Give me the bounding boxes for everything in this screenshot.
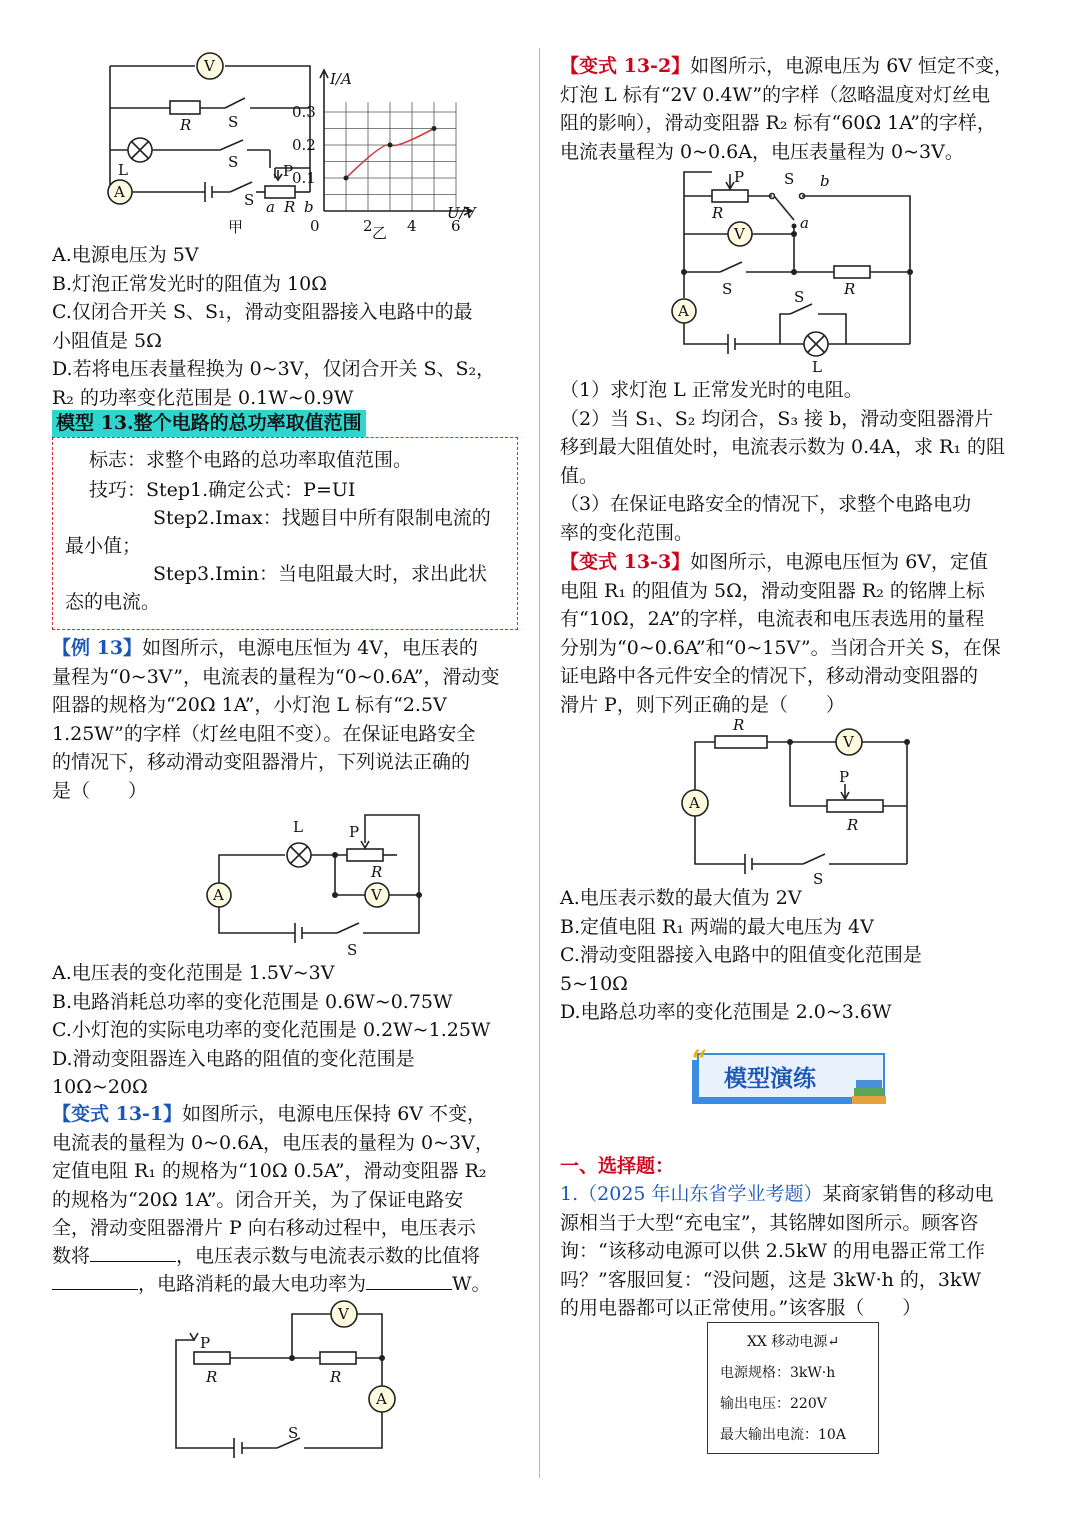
question-line: 值。	[560, 464, 599, 487]
y-tick-label: 0.3	[292, 103, 316, 121]
svg-text:V: V	[338, 1305, 349, 1323]
svg-text:P: P	[839, 768, 850, 786]
svg-text:S: S	[347, 941, 358, 959]
variant-13-2-line: 灯泡 L 标有“2V 0.4W”的字样（忽略温度对灯丝电	[560, 83, 991, 106]
tips-skill: 技巧：Step1.确定公式：P=UI	[89, 479, 356, 501]
svg-text:L: L	[118, 161, 128, 179]
tips-step3-cont: 态的电流。	[65, 591, 161, 613]
model-practice-banner	[684, 1043, 894, 1110]
question-line: （1）求灯泡 L 正常发光时的电阻。	[560, 379, 863, 401]
svg-text:V: V	[734, 225, 745, 243]
option-line: B.灯泡正常发光时的阻值为 10Ω	[52, 272, 327, 295]
section-title: 一、选择题：	[560, 1155, 675, 1177]
question-line: （3）在保证电路安全的情况下，求整个电路电功	[560, 493, 972, 515]
tips-step2: Step2.Imax：找题目中所有限制电流的	[153, 507, 491, 529]
example-13-line: 1.25W”的字样（灯丝电阻不变）。在保证电路安全	[52, 722, 476, 745]
column-divider	[539, 48, 540, 1478]
question-1-line: 询：“该移动电源可以供 2.5kW 的用电器正常工作	[560, 1240, 986, 1262]
svg-text:b: b	[304, 198, 314, 216]
y-tick-label: 0.2	[292, 136, 316, 154]
curve-point	[344, 176, 349, 181]
svg-text:I/A: I/A	[330, 70, 352, 88]
option-line: 5~10Ω	[560, 972, 628, 995]
variant-13-1-fill-line-1: 数将 ，电压表示数与电流表示数的比值将	[52, 1245, 481, 1267]
variant-13-1-fill-line-2: ，电路消耗的最大电功率为 W。	[52, 1270, 524, 1299]
question-1-line: 的用电器都可以正常使用。”该客服（ ）	[560, 1297, 922, 1319]
svg-text:S: S	[228, 113, 239, 131]
svg-text:P: P	[349, 823, 360, 841]
option-line: A.电源电压为 5V	[52, 244, 199, 266]
svg-text:乙: 乙	[372, 224, 388, 242]
svg-text:R: R	[847, 816, 859, 834]
question-1-line: 源相当于大型“充电宝”，其铭牌如图所示。顾客咨	[560, 1211, 979, 1234]
svg-text:R: R	[844, 280, 856, 298]
svg-text:A: A	[376, 1390, 387, 1408]
tips-step2-cont: 最小值；	[65, 535, 142, 557]
circuit-diagram-example-13	[207, 815, 427, 959]
svg-text:S: S	[794, 288, 805, 306]
option-line: B.电路消耗总功率的变化范围是 0.6W~0.75W	[52, 990, 453, 1013]
option-line: D.电路总功率的变化范围是 2.0~3.6W	[560, 1001, 892, 1023]
variant-13-1-line: 电流表的量程为 0~0.6A，电压表的量程为 0~3V，	[52, 1131, 494, 1154]
answer-blank-3[interactable]	[366, 1271, 452, 1290]
tips-step3: Step3.Imin：当电阻最大时，求出此状	[153, 563, 488, 585]
option-line: A.电压表示数的最大值为 2V	[560, 887, 802, 909]
svg-text:V: V	[843, 733, 854, 751]
example-13-line: 量程为“0~3V”，电流表的量程为“0~0.6A”，滑动变	[52, 665, 500, 688]
svg-text:V: V	[371, 886, 382, 904]
variant-13-2-line: 电流表量程为 0~0.6A，电压表量程为 0~3V。	[560, 140, 964, 163]
question-1-first-line: 1.（2025 年山东省学业考题）某商家销售的移动电	[560, 1183, 994, 1205]
circuit-diagram-variant-13-1	[172, 1300, 392, 1460]
example-13-line: 是（ ）	[52, 779, 148, 802]
svg-text:R: R	[371, 863, 383, 881]
svg-text:R: R	[180, 116, 192, 134]
variant-13-3-line: 电阻 R₁ 的阻值为 5Ω，滑动变阻器 R₂ 的铭牌上标	[560, 579, 985, 602]
svg-text:A: A	[213, 886, 224, 904]
svg-text:甲: 甲	[228, 218, 244, 236]
svg-text:L: L	[812, 358, 822, 376]
answer-blank-1[interactable]	[90, 1243, 176, 1262]
svg-text:P: P	[283, 162, 294, 180]
y-tick-label: 0.1	[292, 169, 316, 187]
question-line: 率的变化范围。	[560, 521, 694, 544]
option-line: 小阻值是 5Ω	[52, 329, 162, 352]
option-line: R₂ 的功率变化范围是 0.1W~0.9W	[52, 386, 354, 409]
variant-13-3-first-line: 【变式 13-3】如图所示，电源电压恒为 6V，定值	[560, 551, 989, 573]
example-13-line: 阻器的规格为“20Ω 1A”，小灯泡 L 标有“2.5V	[52, 694, 447, 716]
svg-text:R: R	[712, 204, 724, 222]
svg-text:a: a	[800, 214, 809, 232]
x-tick-label: 2	[363, 217, 373, 235]
svg-text:U/V: U/V	[447, 204, 476, 222]
nameplate-title: XX 移动电源↵	[746, 1334, 840, 1350]
nameplate-current: 最大输出电流：10A	[720, 1427, 846, 1443]
option-line: B.定值电阻 R₁ 两端的最大电压为 4V	[560, 915, 874, 938]
variant-13-1-line: 的规格为“20Ω 1A”。闭合开关，为了保证电路安	[52, 1188, 464, 1211]
curve-point	[432, 126, 437, 131]
circuit-diagram-variant-13-2	[672, 168, 922, 376]
svg-text:R: R	[284, 198, 296, 216]
svg-text:“: “	[690, 1043, 708, 1083]
option-line: D.滑动变阻器连入电路的阻值的变化范围是	[52, 1047, 415, 1070]
svg-text:R: R	[733, 716, 745, 734]
svg-text:模型演练: 模型演练	[724, 1066, 816, 1092]
variant-13-3-line: 滑片 P，则下列正确的是（ ）	[560, 693, 845, 716]
variant-13-3-line: 分别为“0~0.6A”和“0~15V”。当闭合开关 S，在保	[560, 636, 1001, 659]
svg-text:P: P	[734, 168, 745, 186]
circuit-diagram-jia	[100, 50, 320, 236]
svg-text:S: S	[228, 153, 239, 171]
option-line: A.电压表的变化范围是 1.5V~3V	[52, 962, 335, 984]
x-tick-label: 6	[451, 217, 461, 235]
example-13-line: 的情况下，移动滑动变阻器滑片，下列说法正确的	[52, 751, 471, 773]
svg-text:S: S	[244, 191, 255, 209]
question-1-line: 吗？”客服回复：“没问题，这是 3kW·h 的，3kW	[560, 1268, 982, 1291]
variant-13-3-line: 证电路中各元件安全的情况下，移动滑动变阻器的	[560, 665, 979, 687]
question-line: 移到最大阻值处时，电流表示数为 0.4A，求 R₁ 的阻	[560, 436, 1005, 458]
option-line: D.若将电压表量程换为 0~3V，仅闭合开关 S、S₂，	[52, 358, 496, 380]
nameplate-table	[707, 1322, 879, 1454]
svg-text:A: A	[678, 302, 689, 320]
example-13-first-line: 【例 13】如图所示，电源电压恒为 4V，电压表的	[52, 637, 478, 659]
variant-13-1-first-line: 【变式 13-1】如图所示，电源电压保持 6V 不变，	[52, 1103, 487, 1125]
svg-text:V: V	[204, 57, 215, 75]
svg-text:R: R	[330, 1368, 342, 1386]
svg-text:R: R	[206, 1368, 218, 1386]
svg-text:S: S	[288, 1424, 299, 1442]
variant-13-2-first-line: 【变式 13-2】如图所示，电源电压为 6V 恒定不变，	[560, 55, 1014, 77]
nameplate-voltage: 输出电压：220V	[720, 1396, 827, 1412]
svg-text:a: a	[266, 198, 275, 216]
variant-13-1-line: 全，滑动变阻器滑片 P 向右移动过程中，电压表示	[52, 1217, 476, 1239]
option-line: 10Ω~20Ω	[52, 1076, 148, 1098]
svg-text:S: S	[722, 280, 733, 298]
svg-text:A: A	[689, 794, 700, 812]
question-line: （2）当 S₁、S₂ 均闭合，S₃ 接 b，滑动变阻器滑片	[560, 407, 994, 430]
option-line: C.小灯泡的实际电功率的变化范围是 0.2W~1.25W	[52, 1019, 491, 1041]
tips-sign: 标志：求整个电路的总功率取值范围。	[89, 449, 413, 471]
option-line: C.仅闭合开关 S、S₁，滑动变阻器接入电路中的最	[52, 301, 473, 323]
svg-text:S: S	[813, 870, 824, 888]
nameplate-spec: 电源规格：3kW·h	[720, 1365, 836, 1381]
svg-text:A: A	[114, 183, 125, 201]
iu-graph	[292, 66, 482, 240]
x-tick-label: 4	[407, 217, 417, 235]
option-line: C.滑动变阻器接入电路中的阻值变化范围是	[560, 944, 922, 966]
svg-text:P: P	[200, 1334, 211, 1352]
svg-text:S: S	[784, 170, 795, 188]
variant-13-2-line: 阻的影响），滑动变阻器 R₂ 标有“60Ω 1A”的字样，	[560, 112, 996, 134]
model-13-title: 模型 13.整个电路的总功率取值范围	[52, 410, 366, 437]
svg-text:b: b	[820, 172, 830, 190]
variant-13-3-line: 有“10Ω，2A”的字样，电流表和电压表选用的量程	[560, 608, 985, 630]
svg-text:L: L	[293, 818, 303, 836]
variant-13-1-line: 定值电阻 R₁ 的规格为“10Ω 0.5A”，滑动变阻器 R₂	[52, 1160, 487, 1182]
x-tick-label: 0	[310, 217, 320, 235]
curve-point	[388, 143, 393, 148]
circuit-diagram-variant-13-3	[685, 716, 915, 886]
answer-blank-2[interactable]	[52, 1271, 138, 1290]
tips-box	[52, 437, 518, 630]
